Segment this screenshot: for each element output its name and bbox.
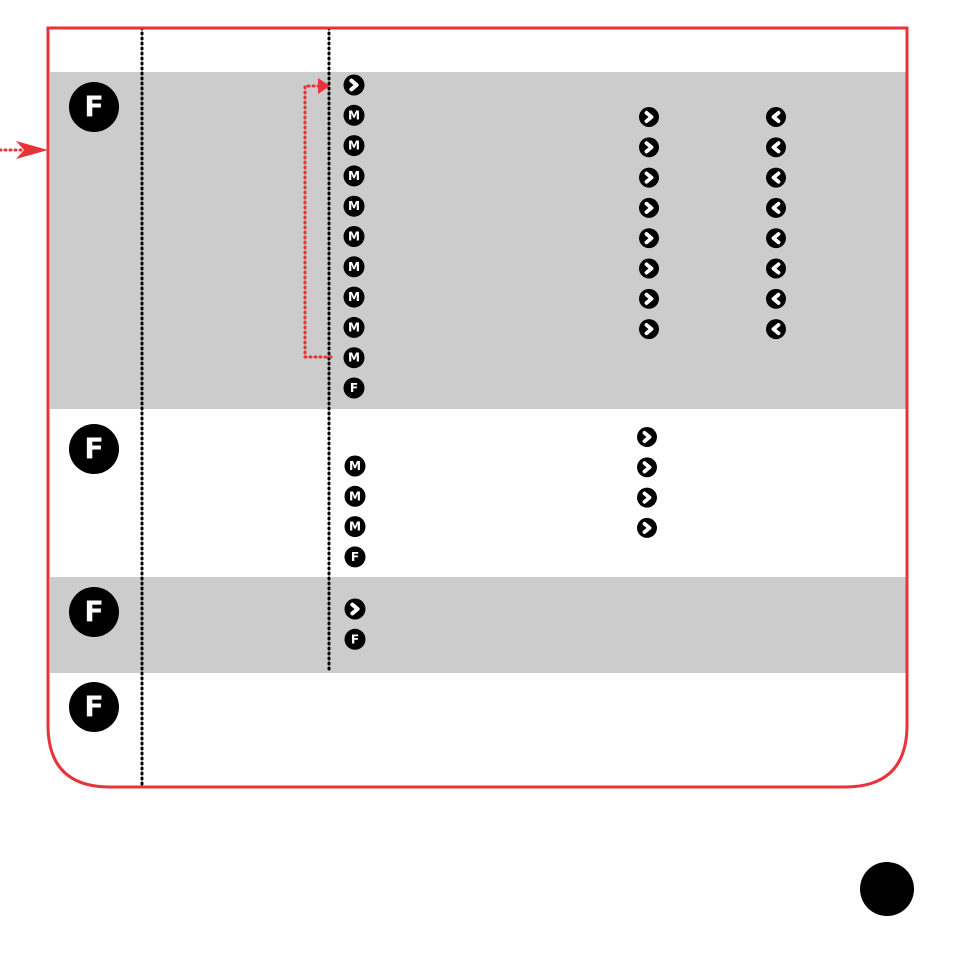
section-1-col2-10-circle-letter-F-icon-letter: F [349, 380, 359, 395]
section-1-col3-2-circle-chevron-right-icon [639, 168, 659, 188]
section-2-col2-2-circle-letter-M-icon-letter: M [348, 519, 362, 534]
section-3-band [50, 577, 906, 673]
section-2-col3-3-circle-chevron-right-icon [637, 518, 657, 538]
section-1-col2-8-circle-letter-M-icon [344, 317, 365, 338]
section-1-col4-5-circle-chevron-left-icon [766, 259, 786, 279]
section-2-col3-1-circle-chevron-right-icon [637, 457, 657, 477]
section-1-label-circle-letter-F-icon [69, 82, 119, 132]
section-1-col3-7-circle-chevron-right-icon [639, 319, 659, 339]
section-3-label-circle-letter-F-icon [69, 587, 119, 637]
section-4-label-circle-letter-F-icon [69, 682, 119, 732]
section-4-label-circle-letter-F-icon-letter: F [84, 689, 104, 724]
section-3-col2-1-circle-letter-F-icon [345, 629, 366, 650]
section-2-col2-1-circle-letter-M-icon [345, 486, 366, 507]
section-1-col2-9-circle-letter-M-icon [344, 347, 365, 368]
section-1-col2-6-circle-letter-M-icon [344, 256, 365, 277]
section-2-label-circle-letter-F-icon-letter: F [84, 431, 104, 466]
section-1-col2-5-circle-letter-M-icon-letter: M [347, 229, 361, 244]
section-1-col3-0-circle-chevron-right-icon [639, 107, 659, 127]
section-1-col2-2-circle-letter-M-icon [344, 135, 365, 156]
section-2-col3-2-circle-chevron-right-icon [637, 488, 657, 508]
section-1-col2-4-circle-letter-M-icon [344, 196, 365, 217]
section-3-col2-1-circle-letter-F-icon-letter: F [350, 632, 360, 647]
section-1-col3-4-circle-chevron-right-icon [639, 228, 659, 248]
end-marker-dot-icon [860, 862, 914, 916]
section-1-col2-7-circle-letter-M-icon [344, 287, 365, 308]
section-1-col2-1-circle-letter-M-icon-letter: M [347, 108, 361, 123]
section-1-col2-5-circle-letter-M-icon [344, 226, 365, 247]
section-1-col2-8-circle-letter-M-icon-letter: M [347, 320, 361, 335]
section-1-col4-0-circle-chevron-left-icon [766, 107, 786, 127]
section-2-col2-2-circle-letter-M-icon [345, 516, 366, 537]
section-1-col4-6-circle-chevron-left-icon [766, 289, 786, 309]
section-2-label-circle-letter-F-icon [69, 424, 119, 474]
section-1-col2-2-circle-letter-M-icon-letter: M [347, 138, 361, 153]
section-2-col2-0-circle-letter-M-icon-letter: M [348, 458, 362, 473]
section-1-col2-9-circle-letter-M-icon-letter: M [347, 350, 361, 365]
section-1-col2-10-circle-letter-F-icon [344, 378, 365, 399]
section-1-col4-7-circle-chevron-left-icon [766, 319, 786, 339]
section-1-col4-1-circle-chevron-left-icon [766, 137, 786, 157]
shaded-bands [50, 72, 906, 673]
section-1-col2-3-circle-letter-M-icon [344, 165, 365, 186]
section-1-col4-2-circle-chevron-left-icon [766, 168, 786, 188]
section-1-col2-4-circle-letter-M-icon-letter: M [347, 199, 361, 214]
section-1-col2-6-circle-letter-M-icon-letter: M [347, 259, 361, 274]
section-3-label-circle-letter-F-icon-letter: F [84, 594, 104, 629]
section-1-col2-7-circle-letter-M-icon-letter: M [347, 290, 361, 305]
section-1-label-circle-letter-F-icon-letter: F [84, 89, 104, 124]
section-1-col4-3-circle-chevron-left-icon [766, 198, 786, 218]
section-1-col2-1-circle-letter-M-icon [344, 105, 365, 126]
section-1-col2-3-circle-letter-M-icon-letter: M [347, 168, 361, 183]
section-2-col2-1-circle-letter-M-icon-letter: M [348, 489, 362, 504]
section-2-col2-0-circle-letter-M-icon [345, 456, 366, 477]
section-1-col3-6-circle-chevron-right-icon [639, 289, 659, 309]
section-2-col2-3-circle-letter-F-icon [345, 546, 366, 567]
section-1-col2-0-circle-chevron-right-icon [344, 75, 365, 96]
section-3-col2-0-circle-chevron-right-icon [345, 599, 366, 620]
section-1-col3-3-circle-chevron-right-icon [639, 198, 659, 218]
section-1-col3-1-circle-chevron-right-icon [639, 137, 659, 157]
section-1-col4-4-circle-chevron-left-icon [766, 228, 786, 248]
section-1-col3-5-circle-chevron-right-icon [639, 259, 659, 279]
section-2-col3-0-circle-chevron-right-icon [637, 427, 657, 447]
section-2-col2-3-circle-letter-F-icon-letter: F [350, 549, 360, 564]
